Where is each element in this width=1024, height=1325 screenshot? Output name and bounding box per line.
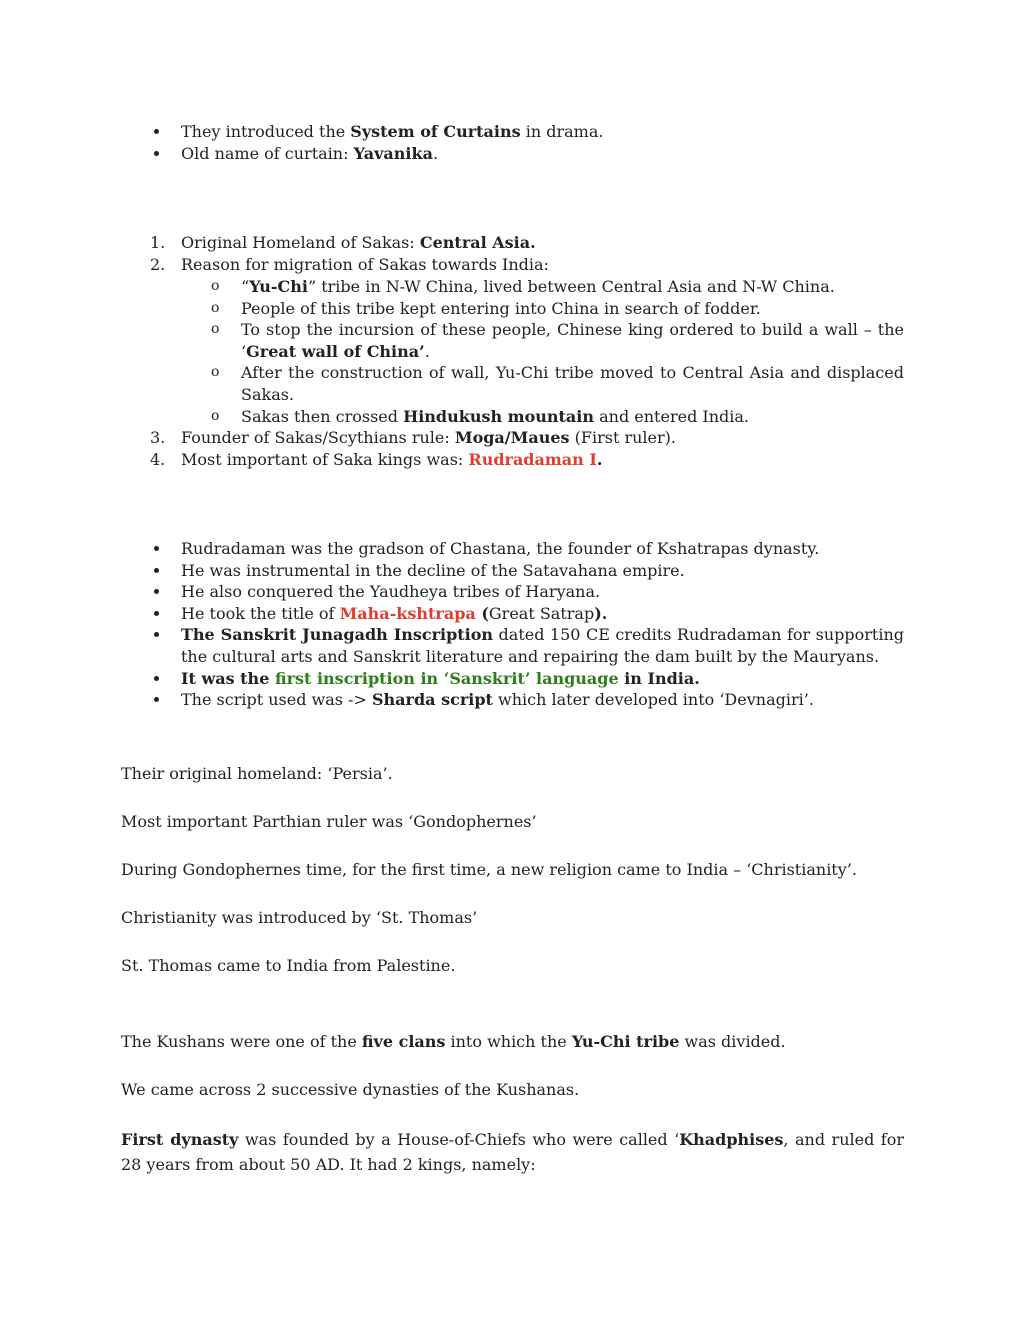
list-item: Rudradaman was the gradson of Chastana, the founder of Kshatrapas dynasty. <box>121 538 904 560</box>
paragraph: Their original homeland: ‘Persia’. <box>121 764 393 783</box>
paragraph: We came across 2 successive dynasties of the Kushanas. <box>121 1080 580 1099</box>
paragraph: The Kushans were one of the five clans into which the Yu-Chi tribe was divided. <box>121 1032 786 1051</box>
curtain-bullet-list <box>121 121 904 164</box>
list-item: The script used was -> Sharda script which later developed into ‘Devnagiri’. <box>121 689 904 711</box>
list-item: He also conquered the Yaudheya tribes of Haryana. <box>121 581 904 603</box>
paragraph: St. Thomas came to India from Palestine. <box>121 956 456 975</box>
list-item: o Sakas then crossed Hindukush mountain and entered India. <box>211 406 749 426</box>
list-item: o People of this tribe kept entering into China in search of fodder. <box>211 298 761 318</box>
rudradaman-bullet-list <box>121 538 904 711</box>
paragraph: Most important Parthian ruler was ‘Gondophernes’ <box>121 812 537 831</box>
list-item: Old name of curtain: Yavanika. <box>121 143 904 165</box>
list-item: The Sanskrit Junagadh Inscription dated 150 CE credits Rudradaman for supporting the cultural arts and Sanskrit literature and repairing the dam built by the Mauryans. <box>121 624 904 667</box>
sakas-numbered-list-continued <box>121 427 904 470</box>
list-item: It was the first inscription in ‘Sanskrit’ language in India. <box>121 668 904 690</box>
paragraph: During Gondophernes time, for the first time, a new religion came to India – ‘Christianity’. <box>121 860 857 879</box>
list-item: 4. Most important of Saka kings was: Rudradaman I. <box>150 449 603 469</box>
list-item: 3. Founder of Sakas/Scythians rule: Moga/Maues (First ruler). <box>150 428 676 447</box>
list-item: They introduced the System of Curtains in drama. <box>121 121 904 143</box>
sakas-numbered-list <box>121 232 904 275</box>
list-item: o To stop the incursion of these people, Chinese king ordered to build a wall – the ‘Great wall of China’. <box>211 320 904 361</box>
paragraph: Christianity was introduced by ‘St. Thomas’ <box>121 908 478 927</box>
list-item: He took the title of Maha-kshtrapa (Great Satrap). <box>121 603 904 625</box>
migration-sub-list <box>181 276 904 427</box>
list-item: 1. Original Homeland of Sakas: Central Asia. <box>150 233 536 252</box>
list-item: 2. Reason for migration of Sakas towards India: <box>150 254 549 274</box>
paragraph: First dynasty was founded by a House-of-Chiefs who were called ‘Khadphises, and ruled for 28 years from about 50 AD. It had 2 kings, namely: <box>121 1130 905 1174</box>
list-item: He was instrumental in the decline of the Satavahana empire. <box>121 560 904 582</box>
list-item: o “Yu-Chi” tribe in N-W China, lived between Central Asia and N-W China. <box>211 277 835 296</box>
list-item: o After the construction of wall, Yu-Chi tribe moved to Central Asia and displaced Sakas. <box>211 363 904 404</box>
